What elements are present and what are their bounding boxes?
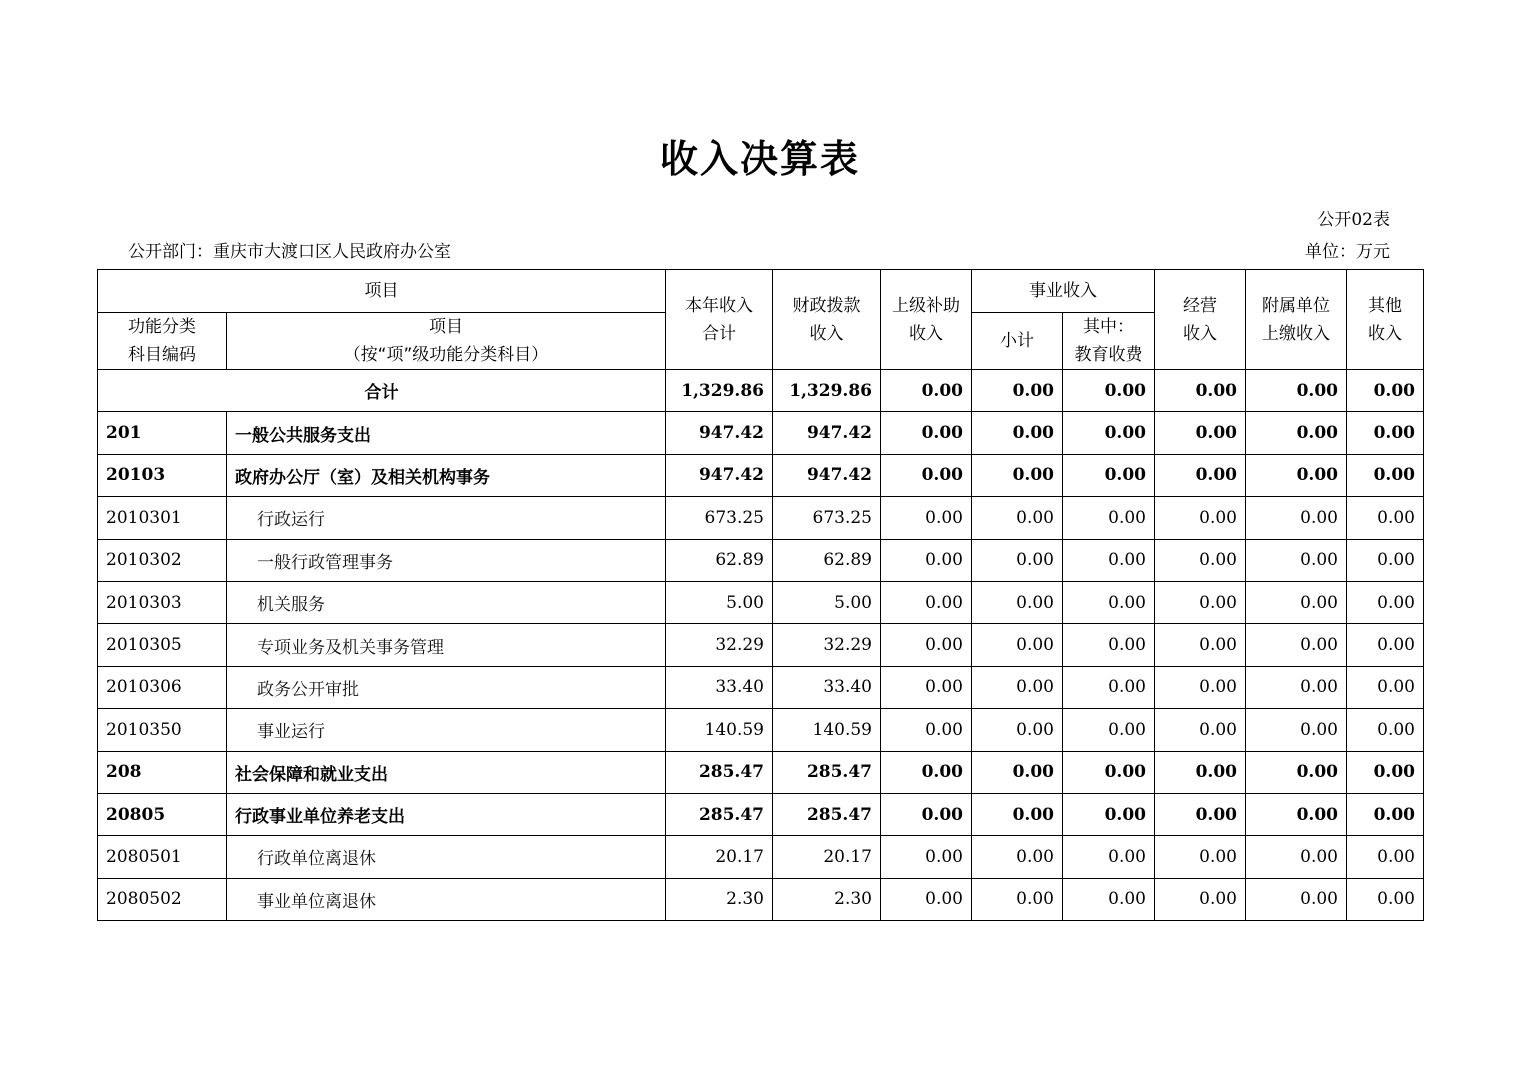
row-name: 机关服务 (227, 581, 666, 623)
row-value: 0.00 (881, 666, 972, 708)
row-value: 0.00 (1155, 581, 1246, 623)
row-code: 2080502 (98, 878, 227, 920)
row-value: 33.40 (666, 666, 773, 708)
row-value: 0.00 (1063, 666, 1155, 708)
row-value: 33.40 (773, 666, 881, 708)
header-affiliated-line1: 附属单位 (1262, 295, 1330, 316)
header-operating (1155, 270, 1246, 370)
header-edu-line1: 其中： (1083, 317, 1134, 337)
total-value: 1,329.86 (666, 370, 773, 412)
header-fiscal-line1: 财政拨款 (792, 295, 861, 316)
row-value: 2.30 (666, 878, 773, 920)
table-row (98, 412, 1424, 454)
total-value: 0.00 (1246, 370, 1347, 412)
form-number: 公开02表 (1317, 210, 1390, 230)
header-fiscal (773, 270, 881, 370)
header-other-line1: 其他 (1368, 295, 1402, 316)
page-title: 收入决算表 (659, 137, 860, 181)
department-label: 公开部门：重庆市大渡口区人民政府办公室 (128, 242, 451, 262)
unit-label: 单位：万元 (1305, 242, 1390, 262)
row-value: 0.00 (1347, 666, 1424, 708)
row-code: 20805 (98, 793, 227, 835)
header-func-code (98, 313, 227, 370)
row-value: 2.30 (773, 878, 881, 920)
row-value: 673.25 (666, 497, 773, 539)
row-value: 0.00 (881, 709, 972, 751)
row-value: 0.00 (1063, 878, 1155, 920)
table-row (98, 581, 1424, 623)
row-value: 0.00 (1063, 497, 1155, 539)
row-value: 0.00 (881, 539, 972, 581)
row-name: 政务公开审批 (227, 666, 666, 708)
row-value: 0.00 (881, 412, 972, 454)
row-value: 0.00 (1246, 709, 1347, 751)
table-row (98, 624, 1424, 666)
row-value: 0.00 (1246, 454, 1347, 496)
row-code: 2010301 (98, 497, 227, 539)
row-value: 5.00 (666, 581, 773, 623)
header-other-line2: 收入 (1368, 323, 1402, 344)
total-value: 1,329.86 (773, 370, 881, 412)
row-value: 0.00 (972, 454, 1063, 496)
row-value: 0.00 (1246, 412, 1347, 454)
row-value: 947.42 (773, 412, 881, 454)
header-superior-line1: 上级补助 (892, 295, 960, 316)
row-value: 0.00 (1063, 412, 1155, 454)
row-name: 行政运行 (227, 497, 666, 539)
row-value: 0.00 (1347, 793, 1424, 835)
header-other (1347, 270, 1424, 370)
row-code: 2010303 (98, 581, 227, 623)
row-code: 208 (98, 751, 227, 793)
row-value: 0.00 (972, 709, 1063, 751)
header-business-income: 事业收入 (972, 270, 1155, 313)
row-code: 2080501 (98, 836, 227, 878)
row-value: 0.00 (881, 793, 972, 835)
row-value: 0.00 (1347, 709, 1424, 751)
total-value: 0.00 (881, 370, 972, 412)
row-value: 0.00 (1155, 539, 1246, 581)
row-value: 285.47 (666, 751, 773, 793)
row-name: 事业单位离退休 (227, 878, 666, 920)
row-value: 0.00 (1063, 539, 1155, 581)
row-value: 0.00 (1246, 497, 1347, 539)
row-value: 0.00 (1347, 497, 1424, 539)
row-name: 社会保障和就业支出 (227, 751, 666, 793)
row-value: 140.59 (773, 709, 881, 751)
row-value: 32.29 (773, 624, 881, 666)
row-value: 62.89 (666, 539, 773, 581)
header-operating-line1: 经营 (1183, 295, 1217, 316)
row-value: 0.00 (1155, 836, 1246, 878)
row-value: 0.00 (1246, 793, 1347, 835)
row-value: 32.29 (666, 624, 773, 666)
row-value: 0.00 (1155, 666, 1246, 708)
row-value: 0.00 (1246, 539, 1347, 581)
row-value: 0.00 (1155, 793, 1246, 835)
table-row (98, 836, 1424, 878)
row-value: 0.00 (1246, 836, 1347, 878)
row-value: 0.00 (972, 793, 1063, 835)
row-value: 0.00 (972, 539, 1063, 581)
row-value: 0.00 (881, 624, 972, 666)
row-value: 0.00 (1063, 581, 1155, 623)
row-value: 0.00 (1347, 454, 1424, 496)
header-edu-line2: 教育收费 (1074, 345, 1143, 365)
table-row (98, 539, 1424, 581)
row-value: 947.42 (666, 454, 773, 496)
header-superior-line2: 收入 (909, 323, 943, 344)
header-total-income (666, 270, 773, 370)
row-value: 0.00 (1063, 751, 1155, 793)
header-func-code-line1: 功能分类 (128, 317, 196, 337)
header-edu (1063, 313, 1155, 370)
header-item-line2: （按“项”级功能分类科目） (343, 345, 549, 365)
row-code: 2010350 (98, 709, 227, 751)
row-value: 0.00 (881, 454, 972, 496)
header-affiliated (1246, 270, 1347, 370)
row-code: 20103 (98, 454, 227, 496)
row-name: 行政单位离退休 (227, 836, 666, 878)
row-value: 0.00 (972, 751, 1063, 793)
row-value: 947.42 (773, 454, 881, 496)
row-value: 0.00 (1063, 793, 1155, 835)
row-value: 0.00 (1246, 581, 1347, 623)
row-value: 0.00 (1246, 624, 1347, 666)
total-value: 0.00 (1347, 370, 1424, 412)
row-value: 0.00 (881, 836, 972, 878)
total-label: 合计 (98, 370, 666, 412)
row-code: 201 (98, 412, 227, 454)
row-value: 285.47 (773, 793, 881, 835)
row-value: 0.00 (881, 497, 972, 539)
row-value: 0.00 (1063, 836, 1155, 878)
row-value: 0.00 (881, 751, 972, 793)
table-row (98, 751, 1424, 793)
total-row (98, 370, 1424, 412)
row-name: 事业运行 (227, 709, 666, 751)
row-value: 0.00 (1246, 666, 1347, 708)
row-value: 0.00 (1347, 539, 1424, 581)
row-code: 2010302 (98, 539, 227, 581)
row-value: 0.00 (1347, 751, 1424, 793)
row-value: 5.00 (773, 581, 881, 623)
row-name: 一般公共服务支出 (227, 412, 666, 454)
row-value: 62.89 (773, 539, 881, 581)
row-value: 20.17 (773, 836, 881, 878)
row-value: 20.17 (666, 836, 773, 878)
header-project: 项目 (98, 270, 666, 313)
row-name: 政府办公厅（室）及相关机构事务 (227, 454, 666, 496)
row-value: 0.00 (1155, 412, 1246, 454)
row-value: 0.00 (1063, 454, 1155, 496)
row-code: 2010305 (98, 624, 227, 666)
row-value: 285.47 (773, 751, 881, 793)
header-func-code-line2: 科目编码 (128, 345, 196, 365)
row-value: 0.00 (1155, 878, 1246, 920)
table-row (98, 454, 1424, 496)
table-row (98, 666, 1424, 708)
table-row (98, 793, 1424, 835)
income-table (97, 269, 1424, 921)
row-value: 0.00 (1063, 709, 1155, 751)
row-value: 0.00 (1155, 751, 1246, 793)
row-value: 0.00 (1063, 624, 1155, 666)
row-value: 0.00 (1155, 497, 1246, 539)
row-value: 0.00 (972, 497, 1063, 539)
row-value: 947.42 (666, 412, 773, 454)
row-value: 0.00 (1155, 624, 1246, 666)
row-value: 0.00 (881, 581, 972, 623)
row-code: 2010306 (98, 666, 227, 708)
header-total-income-line1: 本年收入 (685, 295, 753, 316)
row-value: 0.00 (1155, 454, 1246, 496)
row-value: 0.00 (1347, 836, 1424, 878)
row-value: 0.00 (972, 836, 1063, 878)
row-value: 673.25 (773, 497, 881, 539)
row-value: 0.00 (1347, 878, 1424, 920)
table-row (98, 709, 1424, 751)
header-item-line1: 项目 (429, 317, 463, 337)
row-value: 285.47 (666, 793, 773, 835)
row-name: 一般行政管理事务 (227, 539, 666, 581)
total-value: 0.00 (1155, 370, 1246, 412)
row-name: 专项业务及机关事务管理 (227, 624, 666, 666)
total-value: 0.00 (1063, 370, 1155, 412)
row-value: 0.00 (972, 878, 1063, 920)
header-superior (881, 270, 972, 370)
header-fiscal-line2: 收入 (809, 323, 844, 344)
total-value: 0.00 (972, 370, 1063, 412)
row-value: 0.00 (1347, 412, 1424, 454)
header-operating-line2: 收入 (1183, 323, 1217, 344)
row-value: 0.00 (1246, 878, 1347, 920)
row-value: 0.00 (972, 624, 1063, 666)
header-item (227, 313, 666, 370)
row-value: 0.00 (972, 412, 1063, 454)
table-row (98, 878, 1424, 920)
row-value: 0.00 (972, 581, 1063, 623)
row-name: 行政事业单位养老支出 (227, 793, 666, 835)
row-value: 0.00 (1155, 709, 1246, 751)
row-value: 0.00 (881, 878, 972, 920)
header-affiliated-line2: 上缴收入 (1262, 323, 1330, 344)
header-subtotal: 小计 (972, 313, 1063, 370)
row-value: 0.00 (1347, 581, 1424, 623)
row-value: 0.00 (972, 666, 1063, 708)
table-row (98, 497, 1424, 539)
row-value: 140.59 (666, 709, 773, 751)
row-value: 0.00 (1246, 751, 1347, 793)
row-value: 0.00 (1347, 624, 1424, 666)
header-total-income-line2: 合计 (702, 323, 736, 344)
